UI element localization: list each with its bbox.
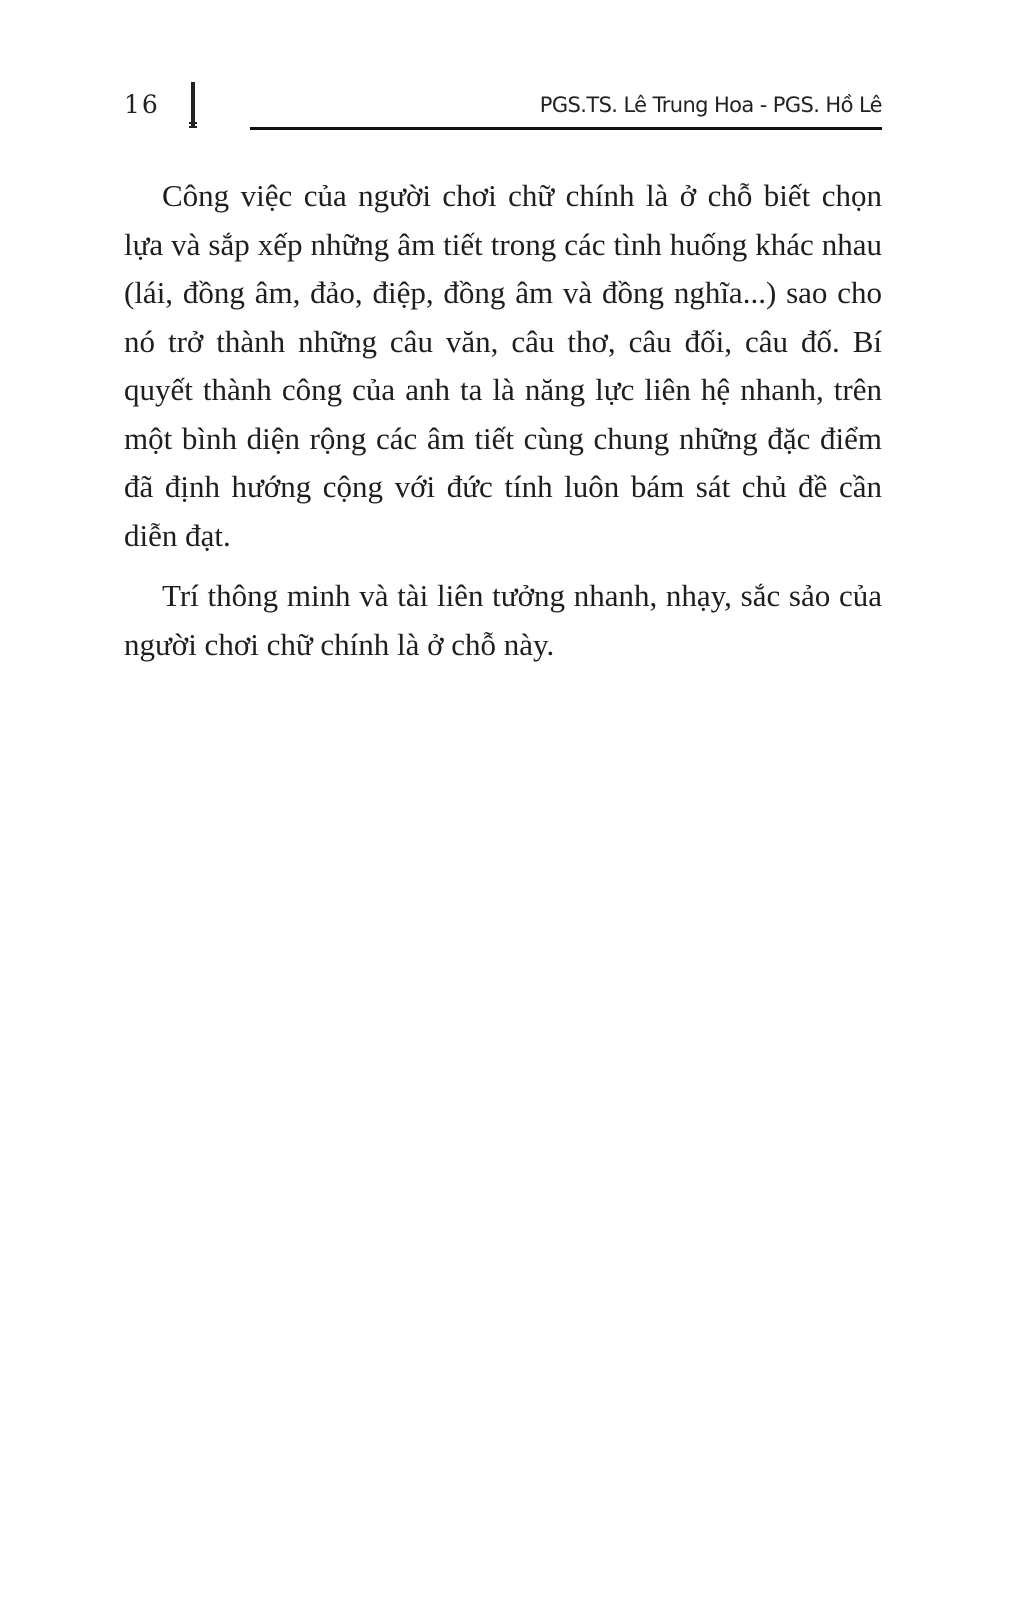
page-number: 16 [124,90,160,119]
running-head: PGS.TS. Lê Trung Hoa - PGS. Hồ Lê [539,93,882,117]
paragraph-1: Công việc của người chơi chữ chính là ở chỗ biết chọn lựa và sắp xếp những âm tiết trong các tình huống khác nhau (lái, đồng âm, đảo, điệp, đồng âm và đồng nghĩa...) sao cho nó trở thành những câu văn, câu thơ, câu đối, câu đố. Bí quyết thành công của anh ta là năng lực liên hệ nhanh, trên một bình diện rộng các âm tiết cùng chung những đặc điểm đã định hướng cộng với đức tính luôn bám sát chủ đề cần diễn đạt. [124,178,882,553]
header-rule [250,127,882,130]
header-ornament [188,82,198,128]
body-text [124,172,882,681]
paragraph-2: Trí thông minh và tài liên tưởng nhanh, nhạy, sắc sảo của người chơi chữ chính là ở chỗ này. [124,578,882,662]
